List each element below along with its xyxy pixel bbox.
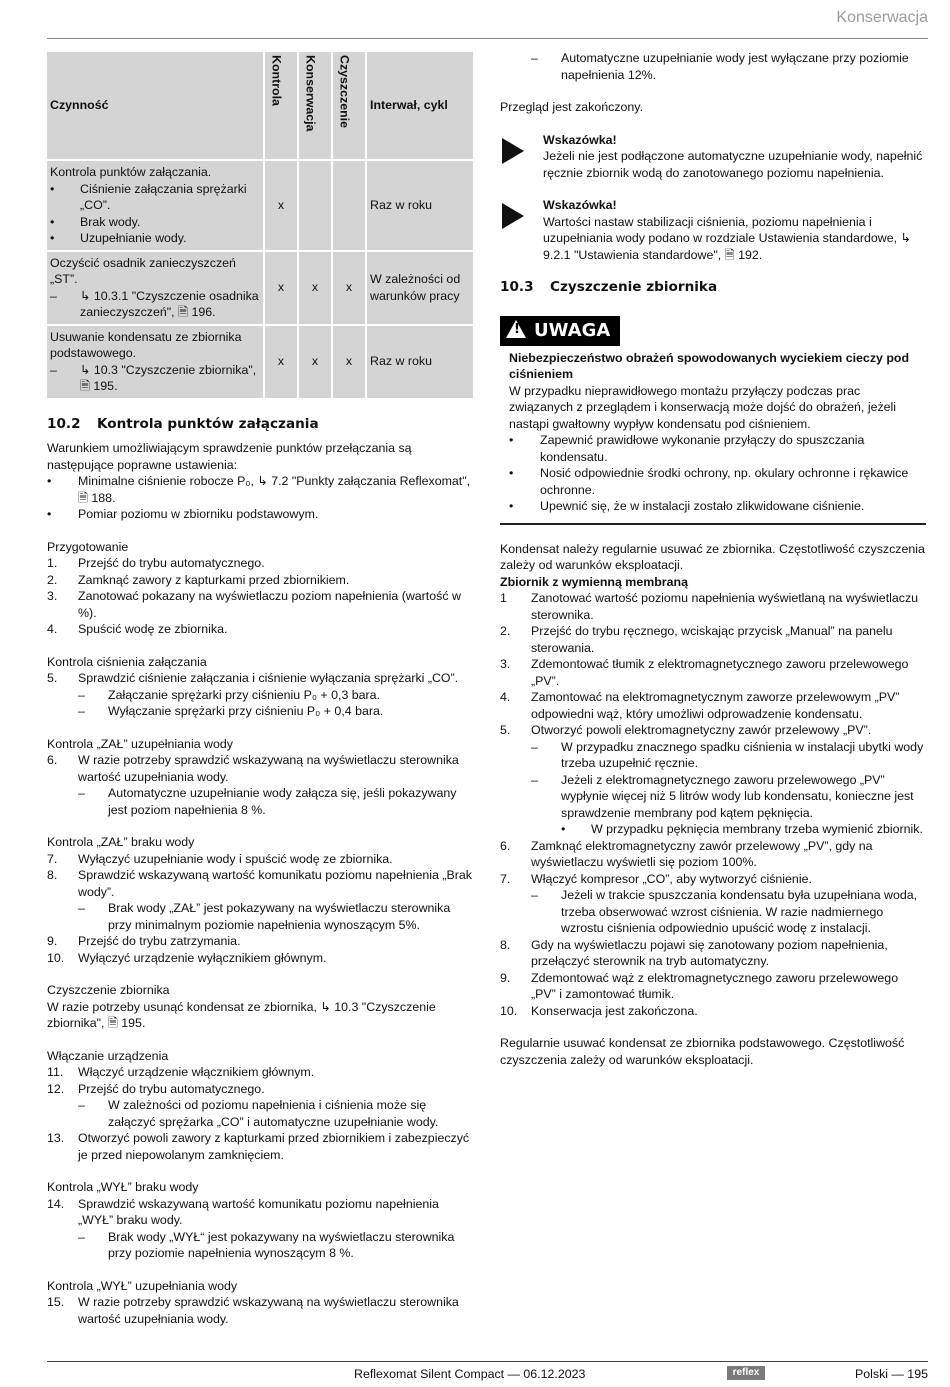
- left-flow: [47, 400, 475, 1328]
- spacer: [500, 181, 926, 197]
- bullet-text: Nosić odpowiednie środki ochrony, np. okulary ochronne i rękawice ochronne.: [540, 466, 909, 497]
- list-text: Wyłączanie sprężarki przy ciśnieniu P₀ + 0,4 bara.: [108, 704, 384, 718]
- tip-text: Wartości nastaw stabilizacji ciśnienia, poziomu napełnienia i uzupełniania wody podano w rozdziale Ustawienia standardowe, ↳ 9.2.1 "Ustawienia standardowe", 🗎 192.: [543, 214, 911, 262]
- list-text: W zależności od poziomu napełnienia i ciśnienia może się załączyć sprężarka „CO” i automatyczne uzupełnianie wody.: [108, 1098, 439, 1129]
- list-marker: 9.: [47, 934, 58, 948]
- paragraph: Kontrola „WYŁ” uzupełniania wody: [47, 1278, 238, 1293]
- activity-cell: [47, 161, 263, 250]
- list-marker: –: [531, 739, 538, 754]
- play-arrow-icon: [502, 203, 524, 229]
- list-text: Minimalne ciśnienie robocze P₀, ↳ 7.2 "Punkty załączania Reflexomat", 🗎 188.: [78, 474, 471, 505]
- list-item: [47, 752, 475, 785]
- list-item: [500, 739, 926, 772]
- paragraph: Kontrola ciśnienia załączania: [47, 654, 207, 669]
- list-text: Spuścić wodę ze zbiornika.: [78, 622, 228, 636]
- activity-cell: [47, 252, 263, 324]
- list-marker: 6.: [47, 753, 58, 767]
- list-item: [47, 588, 475, 621]
- list-item: [500, 1003, 926, 1020]
- list-marker: 4.: [500, 690, 511, 704]
- tip-note: [500, 132, 926, 182]
- paragraph: Czyszczenie zbiornika: [47, 983, 170, 997]
- activity-text: Usuwanie kondensatu ze zbiornika podstawowego.: [50, 329, 242, 360]
- list-marker: –: [531, 772, 538, 787]
- spacer: [500, 296, 926, 312]
- list-text: Załączanie sprężarki przy ciśnieniu P₀ + 0,3 bara.: [108, 687, 381, 702]
- list-marker: 7.: [500, 871, 511, 886]
- list-item: [47, 1229, 475, 1262]
- mark-kontrola: x: [265, 326, 297, 398]
- spacer: [47, 432, 475, 440]
- list-item: [47, 1097, 475, 1130]
- activity-text: Uzupełnianie wody.: [80, 231, 187, 245]
- bullet-text: Zapewnić prawidłowe wykonanie przyłączy do spuszczania kondensatu.: [540, 433, 865, 464]
- list-text: Zamknąć zawory z kapturkami przed zbiornikiem.: [78, 572, 350, 587]
- warning-bullet: [509, 465, 926, 498]
- list-text: W razie potrzeby sprawdzić wskazywaną na wyświetlaczu sterownika wartość uzupełniania wody.: [78, 1295, 459, 1326]
- list-marker: 9.: [500, 970, 511, 985]
- table-row: [47, 326, 473, 398]
- col-header-kontrola: Kontrola: [265, 52, 297, 159]
- list-marker: 4.: [47, 622, 58, 636]
- mark-czyszczenie: x: [333, 326, 365, 398]
- paragraph: Kontrola „ZAŁ” braku wody: [47, 835, 195, 849]
- list-text: Włączyć kompresor „CO”, aby wytworzyć ciśnienie.: [531, 871, 812, 886]
- mark-konserwacja: x: [299, 252, 331, 324]
- list-marker: 14.: [47, 1196, 65, 1211]
- play-arrow-icon: [502, 138, 524, 164]
- list-item: [47, 506, 475, 523]
- list-text: Przejść do trybu automatycznego.: [78, 1081, 265, 1096]
- list-text: Otworzyć powoli zawory z kapturkami przed zbiornikiem i zabezpieczyć je przed niepowolanym zamknięciem.: [78, 1131, 470, 1162]
- list-text: Włączyć urządzenie włącznikiem głównym.: [78, 1065, 315, 1079]
- list-text: Automatyczne uzupełnianie wody załącza się, jeśli pokazywany jest poziom napełnienia 8 %.: [108, 786, 457, 817]
- list-marker: 10.: [47, 950, 65, 965]
- tip-title: Wskazówka!: [543, 132, 617, 147]
- list-item: [47, 687, 475, 704]
- list-item: [47, 950, 475, 967]
- list-text: Sprawdzić wskazywaną wartość komunikatu poziomu napełnienia „WYŁ” braku wody.: [78, 1196, 439, 1227]
- list-item: [47, 555, 475, 572]
- list-item: [47, 572, 475, 589]
- list-text: Otworzyć powoli elektromagnetyczny zawór przelewowy „PV”.: [531, 723, 872, 737]
- tip-note: [500, 197, 926, 263]
- list-marker: 7.: [47, 851, 58, 866]
- list-item: [47, 621, 475, 638]
- paragraph: Kontrola „WYŁ” braku wody: [47, 1180, 199, 1194]
- activity-line: [50, 214, 260, 231]
- list-text: Jeżeli w trakcie spuszczania kondensatu była uzupełniana woda, trzeba obserwować wzrost ciśnienia. W razie nadmiernego wzrostu ciśnienia odpowiednio upuścić wodę z instalacji.: [561, 888, 918, 935]
- table-header-row: [47, 52, 473, 159]
- list-text: Przejść do trybu automatycznego.: [78, 556, 265, 570]
- spacer: [47, 523, 475, 539]
- list-text: Zanotować wartość poziomu napełnienia wyświetlaną na wyświetlaczu sterownika.: [531, 591, 919, 622]
- list-marker: 8.: [47, 868, 58, 882]
- section-number: 10.2: [47, 415, 81, 432]
- list-text: Zdemontować wąż z elektromagnetycznego zaworu przelewowego „PV” i zamontować tłumik.: [531, 970, 899, 1001]
- list-marker: –: [50, 362, 57, 377]
- activity-cell: [47, 326, 263, 398]
- bullet-marker: •: [509, 499, 514, 513]
- list-marker: 3.: [47, 589, 58, 603]
- mark-kontrola: x: [265, 252, 297, 324]
- col-header-czyszczenie: Czyszczenie: [333, 52, 365, 159]
- right-flow: [500, 50, 926, 1068]
- spacer: [47, 1262, 475, 1278]
- list-item: [500, 50, 926, 83]
- list-marker: •: [561, 822, 566, 836]
- activity-line: [50, 164, 260, 181]
- list-marker: 2.: [500, 624, 511, 638]
- bullet-marker: •: [509, 466, 514, 480]
- list-text: W przypadku pęknięcia membrany trzeba wymienić zbiornik.: [591, 822, 923, 836]
- list-text: Zanotować pokazany na wyświetlaczu poziom napełnienia (wartość w %).: [78, 589, 461, 620]
- col-header-activity: Czynność: [47, 52, 263, 159]
- list-item: [500, 623, 926, 656]
- warning-text: W przypadku nieprawidłowego montażu przyłączy podczas prac związanych z przeglądem i konserwacją może dojść do obrażeń, jeżeli nastąpi gwałtowny wypływ kondensatu pod ciśnieniem.: [509, 383, 897, 431]
- spacer: [47, 1163, 475, 1179]
- list-item: [47, 785, 475, 818]
- activity-text: Oczyścić osadnik zanieczyszczeń „ST”.: [50, 255, 236, 286]
- list-item: [500, 722, 926, 739]
- interval-cell: W zależności od warunków pracy: [367, 252, 473, 324]
- list-item: [47, 900, 475, 933]
- list-marker: 5.: [47, 671, 58, 685]
- list-marker: –: [78, 687, 85, 702]
- activity-line: [50, 255, 260, 288]
- list-item: [47, 473, 475, 506]
- paragraph: W razie potrzeby usunąć kondensat ze zbiornika, ↳ 10.3 "Czyszczenie zbiornika", 🗎 195.: [47, 999, 436, 1030]
- list-text: Przejść do trybu zatrzymania.: [78, 934, 241, 948]
- footer-page-number: Polski — 195: [854, 1367, 928, 1381]
- spacer: [47, 966, 475, 982]
- spacer: [47, 818, 475, 834]
- warning-box: [500, 312, 926, 525]
- section-number: 10.3: [500, 279, 534, 295]
- spacer: [47, 1032, 475, 1048]
- bullet-marker: •: [509, 433, 514, 447]
- activity-line: [50, 181, 260, 214]
- section-heading: [500, 279, 926, 296]
- list-text: Wyłączyć uzupełnianie wody i spuścić wodę ze zbiornika.: [78, 851, 393, 866]
- section-title: Czyszczenie zbiornika: [550, 279, 718, 295]
- list-marker: –: [78, 704, 85, 718]
- paragraph: Włączanie urządzenia: [47, 1048, 169, 1063]
- header-rule: [47, 38, 928, 39]
- left-column: [47, 50, 475, 1327]
- paragraph: Regularnie usuwać kondensat ze zbiornika podstawowego. Częstotliwość czyszczenia zależy od warunków eksploatacji.: [500, 1036, 905, 1067]
- tip-text: Jeżeli nie jest podłączone automatyczne uzupełnianie wody, napełnić ręcznie zbiornik wodą do zanotowanego poziomu napełnienia.: [543, 149, 923, 180]
- list-marker: –: [78, 1229, 85, 1244]
- list-text: Pomiar poziomu w zbiorniku podstawowym.: [78, 507, 319, 521]
- list-text: Konserwacja jest zakończona.: [531, 1003, 698, 1018]
- list-marker: –: [50, 288, 57, 303]
- list-marker: –: [78, 1098, 85, 1112]
- paragraph: Przygotowanie: [47, 539, 129, 554]
- activity-text: Brak wody.: [80, 214, 141, 229]
- maintenance-table: [45, 50, 475, 400]
- list-marker: •: [47, 507, 52, 521]
- table-row: [47, 252, 473, 324]
- warning-badge: [500, 316, 620, 346]
- list-marker: –: [78, 786, 85, 800]
- paragraph: Zbiornik z wymienną membraną: [500, 574, 688, 589]
- list-item: [500, 871, 926, 888]
- list-item: [500, 689, 926, 722]
- list-marker: 12.: [47, 1081, 65, 1096]
- right-column: [500, 50, 926, 1068]
- reflex-logo: reflex: [727, 1366, 765, 1380]
- list-marker: 2.: [47, 572, 58, 587]
- list-item: [47, 670, 475, 687]
- footer-product-date: Reflexomat Silent Compact — 06.12.2023: [354, 1367, 586, 1381]
- activity-text: Kontrola punktów załączania.: [50, 165, 212, 179]
- activity-line: [50, 362, 260, 395]
- mark-kontrola: x: [265, 161, 297, 250]
- bullet-text: Upewnić się, że w instalacji zostało zlikwidowane ciśnienie.: [540, 499, 865, 513]
- header-section-title: Konserwacja: [836, 9, 928, 26]
- list-item: [47, 851, 475, 868]
- spacer: [500, 525, 926, 541]
- list-item: [47, 1294, 475, 1327]
- interval-cell: Raz w roku: [367, 326, 473, 398]
- paragraph: Kondensat należy regularnie usuwać ze zbiornika. Częstotliwość czyszczenia zależy od warunków eksploatacji.: [500, 541, 925, 572]
- list-marker: 6.: [500, 838, 511, 853]
- list-marker: 5.: [500, 723, 511, 737]
- list-text: W przypadku znacznego spadku ciśnienia w instalacji ubytki wody trzeba uzupełnić ręcznie.: [561, 739, 924, 770]
- mark-konserwacja: [299, 161, 331, 250]
- list-item: [47, 1064, 475, 1081]
- list-item: [47, 1196, 475, 1229]
- spacer: [500, 83, 926, 99]
- list-item: [500, 937, 926, 970]
- warning-title: Niebezpieczeństwo obrażeń spowodowanych wyciekiem cieczy pod ciśnieniem: [509, 350, 910, 381]
- list-marker: 3.: [500, 657, 511, 671]
- list-item: [47, 703, 475, 720]
- list-text: Automatyczne uzupełnianie wody jest wyłączane przy poziomie napełnienia 12%.: [561, 51, 909, 82]
- list-item: [500, 821, 926, 838]
- list-text: Gdy na wyświetlaczu pojawi się zanotowany poziom napełnienia, przełączyć sterownik na tryb automatyczny.: [531, 937, 888, 968]
- activity-line: [50, 288, 260, 321]
- mark-konserwacja: x: [299, 326, 331, 398]
- spacer: [47, 720, 475, 736]
- section-title: Kontrola punktów załączania: [97, 415, 319, 432]
- list-item: [500, 656, 926, 689]
- warning-triangle-icon: !: [506, 320, 526, 338]
- paragraph: Przegląd jest zakończony.: [500, 100, 644, 114]
- activity-text: ↳ 10.3.1 "Czyszczenie osadnika zanieczyszczeń", 🗎 196.: [80, 288, 259, 319]
- mark-czyszczenie: x: [333, 252, 365, 324]
- list-text: Wyłączyć urządzenie wyłącznikiem głównym.: [78, 950, 327, 965]
- mark-czyszczenie: [333, 161, 365, 250]
- list-item: [500, 838, 926, 871]
- warning-label: UWAGA: [534, 319, 611, 341]
- list-text: Przejść do trybu ręcznego, wciskając przycisk „Manual” na panelu sterowania.: [531, 624, 893, 655]
- list-marker: 11.: [47, 1065, 64, 1079]
- list-marker: –: [78, 901, 85, 915]
- table-row: [47, 161, 473, 250]
- paragraph: Warunkiem umożliwiającym sprawdzenie punktów przełączania są następujące poprawne ustawienia:: [47, 441, 412, 472]
- activity-text: ↳ 10.3 "Czyszczenie zbiornika", 🗎 195.: [80, 362, 257, 393]
- list-text: Zamknąć elektromagnetyczny zawór przelewowy „PV”, gdy na wyświetlaczu wyświetli się poziom 100%.: [531, 838, 873, 869]
- list-item: [47, 933, 475, 950]
- section-heading: [47, 416, 475, 433]
- list-marker: –: [531, 51, 538, 65]
- list-marker: 10.: [500, 1003, 518, 1018]
- list-text: Zamontować na elektromagnetycznym zaworze przelewowym „PV” odpowiedni wąż, który umożliwi odprowadzenie kondensatu.: [531, 690, 900, 721]
- list-item: [47, 1081, 475, 1098]
- list-marker: 13.: [47, 1131, 65, 1145]
- list-item: [500, 590, 926, 623]
- list-text: Jeżeli z elektromagnetycznego zaworu przelewowego „PV” wypłynie więcej niż 5 litrów wody lub kondensatu, konieczne jest sprawdzenie membrany pod kątem pęknięcia.: [561, 772, 914, 820]
- paragraph: Kontrola „ZAŁ” uzupełniania wody: [47, 736, 233, 751]
- col-header-konserwacja: Konserwacja: [299, 52, 331, 159]
- list-item: [47, 1130, 475, 1163]
- list-text: Zdemontować tłumik z elektromagnetycznego zaworu przelewowego „PV”.: [531, 657, 909, 688]
- list-text: W razie potrzeby sprawdzić wskazywaną na wyświetlaczu sterownika wartość uzupełniania wody.: [78, 753, 459, 784]
- list-item: [500, 970, 926, 1003]
- list-marker: 8.: [500, 937, 511, 952]
- col-header-interval: Interwał, cykl: [367, 52, 473, 159]
- spacer: [47, 638, 475, 654]
- footer-rule: [47, 1361, 928, 1362]
- list-marker: 1.: [47, 556, 58, 570]
- list-marker: –: [531, 888, 538, 902]
- list-marker: •: [50, 231, 55, 245]
- list-item: [47, 867, 475, 900]
- spacer: [500, 116, 926, 132]
- list-item: [500, 772, 926, 822]
- spacer: [47, 400, 475, 416]
- spacer: [500, 1019, 926, 1035]
- list-text: Sprawdzić ciśnienie załączania i ciśnienie wyłączania sprężarki „CO”.: [78, 671, 459, 685]
- warning-bullet: [509, 432, 926, 465]
- list-marker: •: [47, 474, 52, 488]
- list-item: [500, 887, 926, 937]
- list-text: Sprawdzić wskazywaną wartość komunikatu poziomu napełnienia „Brak wody”.: [78, 868, 472, 899]
- interval-cell: Raz w roku: [367, 161, 473, 250]
- spacer: [500, 263, 926, 279]
- activity-text: Ciśnienie załączania sprężarki „CO”.: [80, 181, 247, 212]
- list-marker: 1: [500, 591, 507, 605]
- activity-line: [50, 329, 260, 362]
- tip-title: Wskazówka!: [543, 198, 617, 212]
- list-text: Brak wody „ZAŁ” jest pokazywany na wyświetlaczu sterownika przy minimalnym poziomie napełnienia wynoszącym 5%.: [108, 901, 451, 932]
- list-marker: •: [50, 214, 55, 229]
- warning-bullet: [509, 498, 926, 515]
- list-marker: 15.: [47, 1295, 65, 1309]
- list-text: Brak wody „WYŁ“ jest pokazywany na wyświetlaczu sterownika przy poziomie napełnienia wynoszącym 8 %.: [108, 1229, 455, 1260]
- activity-line: [50, 230, 260, 247]
- list-marker: •: [50, 181, 55, 196]
